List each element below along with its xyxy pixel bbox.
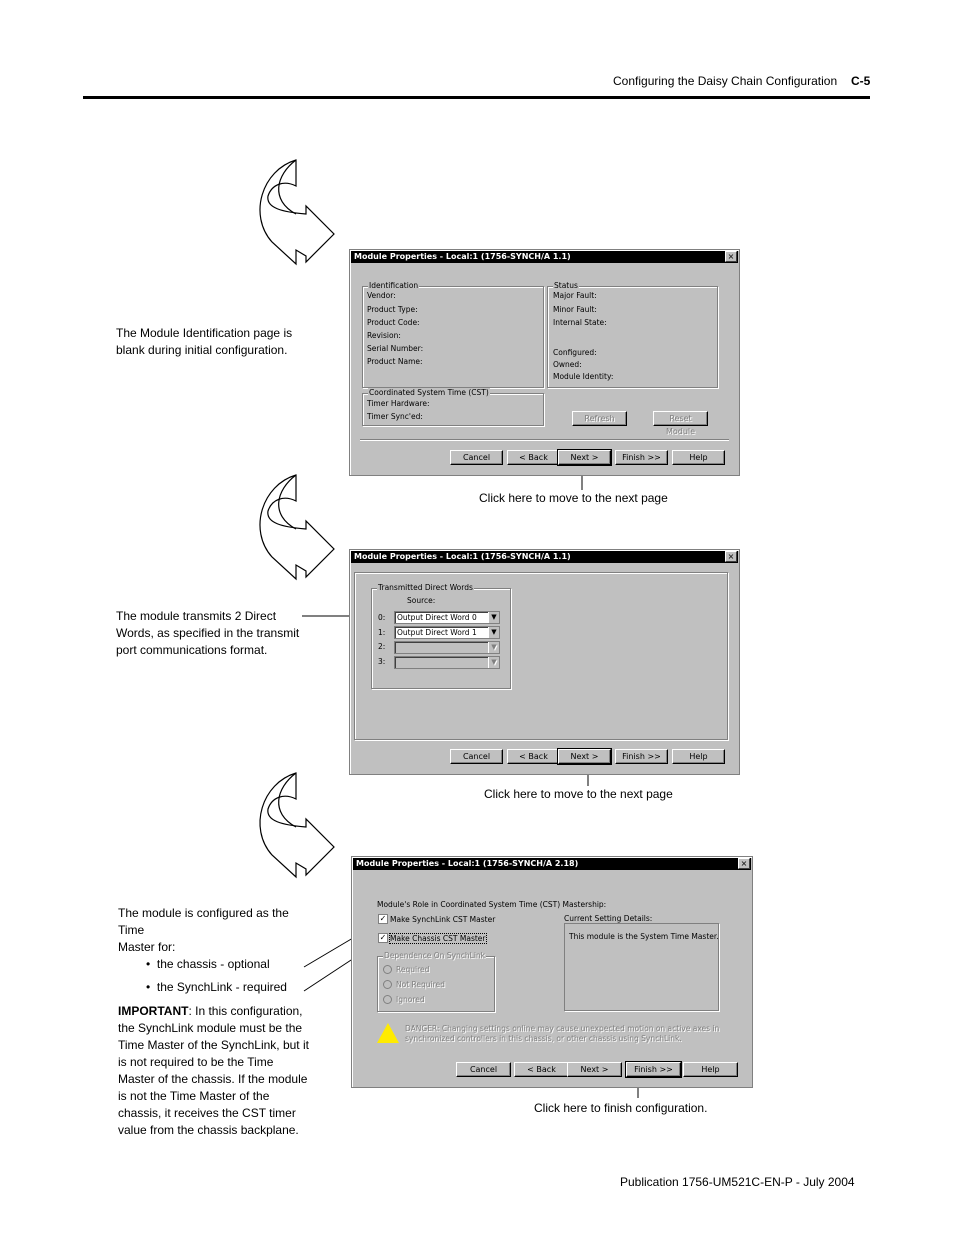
details-label: Current Setting Details: — [564, 914, 653, 923]
finish-button[interactable]: Finish >> — [615, 450, 668, 465]
important-note — [118, 1003, 310, 1139]
note-direct-words — [116, 608, 299, 659]
synchlink-master-checkbox[interactable]: ✓ — [379, 914, 387, 923]
cancel-button[interactable]: Cancel — [456, 1062, 511, 1077]
note-line: port communications format. — [116, 643, 268, 657]
select-value: Output Direct Word 0 — [397, 613, 477, 622]
chassis-master-checkbox[interactable]: ✓ — [379, 933, 387, 942]
dialog-title: Module Properties - Local:1 (1756-SYNCH/A 1.1) — [351, 551, 738, 563]
note-line: The Module Identification page is — [116, 326, 293, 340]
radio-label: Required — [396, 965, 430, 974]
important-text: : In this configuration, the SynchLink module must be the Time Master of the SynchLink, but it is not required to be the Time Master of the chassis. If the module is not the Time Master of the chassis, it receives the CST timer value from the chassis backplane. — [118, 1004, 309, 1137]
close-icon[interactable]: × — [738, 858, 750, 869]
finish-button[interactable]: Finish >> — [615, 749, 668, 764]
bullet-text: the SynchLink - required — [156, 980, 287, 994]
direct-word-0-select[interactable] — [394, 611, 500, 624]
field-label-module-identity: Module Identity: — [553, 372, 614, 381]
direct-word-1-select[interactable] — [394, 626, 500, 639]
page-number: C-5 — [851, 74, 871, 88]
curved-arrow-icon — [260, 475, 334, 579]
field-label-major-fault: Major Fault: — [553, 291, 597, 300]
details-text: This module is the System Time Master. — [569, 932, 719, 941]
group-label: Identification — [369, 281, 419, 290]
dialog-title: Module Properties - Local:1 (1756-SYNCH/A 1.1) — [351, 251, 738, 263]
note-line: The module transmits 2 Direct — [116, 609, 277, 623]
bullet-chassis: • the chassis - optional — [146, 957, 270, 971]
dialog-title: Module Properties - Local:1 (1756-SYNCH/A 2.18) — [353, 858, 751, 870]
field-label-timer-hardware: Timer Hardware: — [367, 399, 430, 408]
radio-label: Ignored — [396, 995, 425, 1004]
module-properties-dialog-identification — [349, 249, 740, 476]
danger-text: synchronized controllers in this chassis, or other chassis using SynchLink. — [405, 1034, 682, 1043]
field-label-minor-fault: Minor Fault: — [553, 305, 597, 314]
row-index: 2: — [378, 642, 386, 651]
note-line: Words, as specified in the transmit — [116, 626, 300, 640]
next-button[interactable]: Next > — [558, 749, 611, 764]
note-time-master — [118, 905, 308, 956]
role-label: Module's Role in Coordinated System Time (CST) Mastership: — [377, 900, 607, 909]
required-radio[interactable] — [383, 965, 392, 974]
finish-button[interactable]: Finish >> — [626, 1062, 681, 1077]
caption-next-page-1: Click here to move to the next page — [479, 491, 668, 505]
next-button[interactable]: Next > — [567, 1062, 622, 1077]
field-label-product-name: Product Name: — [367, 357, 423, 366]
publication-footer: Publication 1756-UM521C-EN-P - July 2004 — [620, 1175, 855, 1189]
note-identification — [116, 325, 292, 359]
field-label-serial-number: Serial Number: — [367, 344, 424, 353]
back-button[interactable]: < Back — [507, 450, 560, 465]
chevron-down-icon: ▼ — [488, 612, 499, 623]
note-line: Master for: — [118, 940, 176, 954]
field-label-vendor: Vendor: — [367, 291, 396, 300]
not-required-radio[interactable] — [383, 980, 392, 989]
group-label: Dependence On SynchLink — [384, 951, 485, 960]
note-line: blank during initial configuration. — [116, 343, 288, 357]
select-value: Output Direct Word 1 — [397, 628, 477, 637]
refresh-button[interactable]: Refresh — [572, 411, 627, 426]
row-index: 1: — [378, 628, 386, 637]
group-label: Coordinated System Time (CST) — [369, 388, 489, 397]
details-box — [564, 923, 719, 1011]
module-properties-dialog-cst — [351, 856, 753, 1088]
direct-word-2-select[interactable] — [394, 641, 500, 654]
important-label: IMPORTANT — [118, 1004, 189, 1018]
row-index: 0: — [378, 613, 386, 622]
module-properties-dialog-direct-words — [349, 549, 740, 775]
field-label-revision: Revision: — [367, 331, 401, 340]
next-button[interactable]: Next > — [558, 450, 611, 465]
help-button[interactable]: Help — [683, 1062, 738, 1077]
cst-group — [362, 388, 544, 426]
help-button[interactable]: Help — [672, 450, 725, 465]
field-label-timer-synced: Timer Sync'ed: — [367, 412, 423, 421]
cancel-button[interactable]: Cancel — [450, 450, 503, 465]
note-line: The module is configured as the Time — [118, 906, 289, 937]
danger-text: DANGER: Changing settings online may cause unexpected motion on active axes in — [405, 1024, 720, 1033]
curved-arrow-icon — [260, 160, 334, 264]
field-label-owned: Owned: — [553, 360, 582, 369]
bullet-text: the chassis - optional — [156, 957, 270, 971]
back-button[interactable]: < Back — [514, 1062, 569, 1077]
caption-next-page-2: Click here to move to the next page — [484, 787, 673, 801]
back-button[interactable]: < Back — [507, 749, 560, 764]
checkbox-label: Make Chassis CST Master — [390, 934, 486, 943]
checkbox-label: Make SynchLink CST Master — [390, 915, 496, 924]
direct-word-3-select[interactable] — [394, 656, 500, 669]
row-index: 3: — [378, 657, 386, 666]
chevron-down-icon: ▼ — [488, 657, 499, 668]
close-icon[interactable]: × — [725, 251, 737, 262]
source-label: Source: — [407, 596, 436, 605]
bullet-synchlink: • the SynchLink - required — [146, 980, 287, 994]
group-label: Transmitted Direct Words — [378, 583, 473, 592]
section-title: Configuring the Daisy Chain Configuration — [613, 74, 838, 88]
radio-label: Not Required — [396, 980, 445, 989]
separator — [360, 439, 729, 441]
ignored-radio[interactable] — [383, 995, 392, 1004]
chevron-down-icon: ▼ — [488, 627, 499, 638]
chevron-down-icon: ▼ — [488, 642, 499, 653]
field-label-product-type: Product Type: — [367, 305, 418, 314]
reset-module-button[interactable]: Reset Module — [653, 411, 708, 426]
curved-arrow-icon — [260, 773, 334, 877]
group-label: Status — [554, 281, 578, 290]
cancel-button[interactable]: Cancel — [450, 749, 503, 764]
field-label-product-code: Product Code: — [367, 318, 420, 327]
field-label-internal-state: Internal State: — [553, 318, 607, 327]
warning-icon — [377, 1023, 399, 1043]
caption-finish: Click here to finish configuration. — [534, 1101, 708, 1115]
close-icon[interactable]: × — [725, 551, 737, 562]
field-label-configured: Configured: — [553, 348, 597, 357]
help-button[interactable]: Help — [672, 749, 725, 764]
